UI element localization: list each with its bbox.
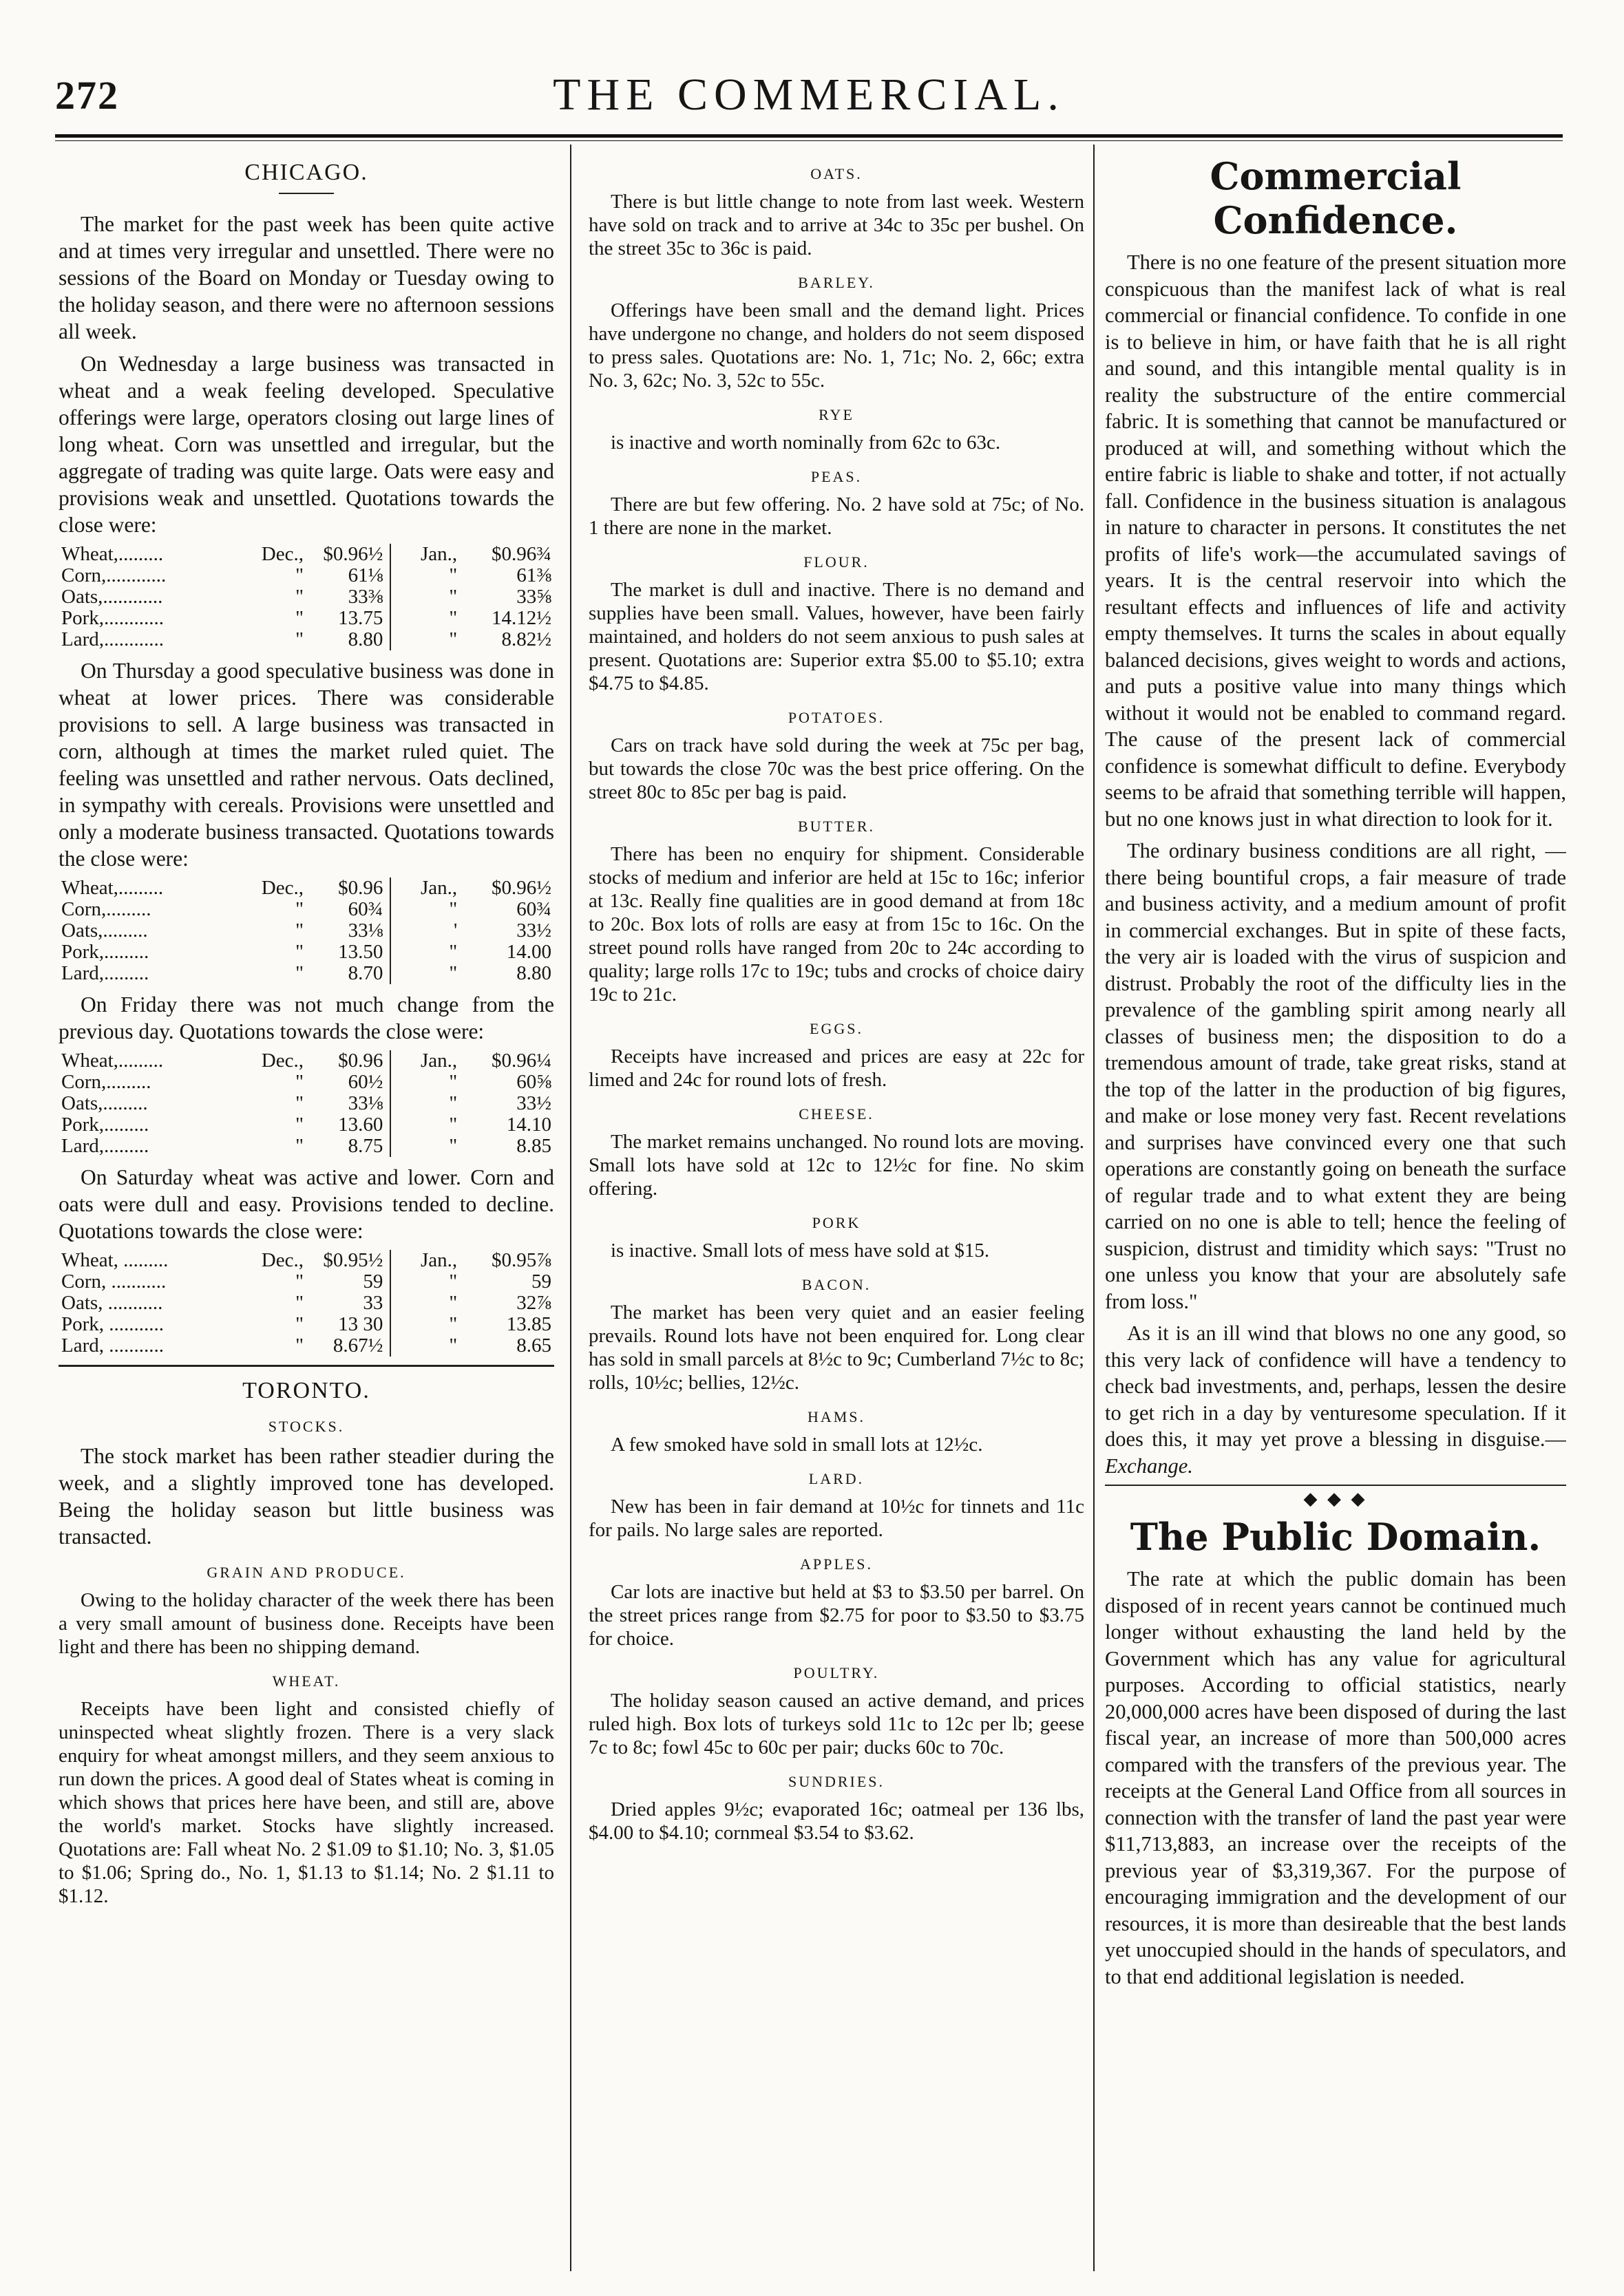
butter-subheading: BUTTER. xyxy=(797,818,876,835)
quotation-row xyxy=(59,629,554,650)
barley-subheading: BARLEY. xyxy=(798,274,875,291)
section-rule xyxy=(1105,1485,1566,1486)
quote-cell: " xyxy=(449,941,458,963)
quote-cell: 33½ xyxy=(516,1092,551,1114)
peas-subheading: PEAS. xyxy=(810,468,863,485)
quote-cell: 33⅛ xyxy=(306,920,390,942)
quote-cell: 60¾ xyxy=(516,898,551,920)
quotations-table-friday xyxy=(59,1050,554,1157)
quote-cell: " xyxy=(449,1271,458,1293)
quote-cell: " xyxy=(295,1135,304,1157)
quote-cell: " xyxy=(449,628,458,650)
quote-cell: " xyxy=(295,1271,304,1293)
quote-cell: " xyxy=(295,1313,304,1335)
stocks-subheading: STOCKS. xyxy=(268,1418,345,1435)
quote-cell: 8.80 xyxy=(516,962,551,984)
masthead-title: THE COMMERCIAL. xyxy=(553,70,1065,120)
quotation-row xyxy=(59,608,554,629)
page-number: 272 xyxy=(55,73,119,118)
hams-subheading: HAMS. xyxy=(807,1408,866,1425)
quote-cell: " xyxy=(295,607,304,629)
quote-cell: " xyxy=(295,941,304,963)
grain-subheading: GRAIN AND PRODUCE. xyxy=(207,1564,406,1581)
quote-cell: " xyxy=(449,564,458,586)
poultry-subheading: POULTRY. xyxy=(793,1664,880,1681)
source-credit: Exchange. xyxy=(1105,1454,1193,1478)
potatoes-paragraph: Cars on track have sold during the week at 75c per bag, but towards the close 70c was the best price offering. On the street 80c to 85c per bag is paid. xyxy=(589,734,1084,803)
page-header xyxy=(55,65,1563,127)
quote-cell: 8.67½ xyxy=(306,1335,390,1357)
chicago-paragraph: On Thursday a good speculative business was done in wheat at lower prices. There was considerable provisions to sell. A large business was transacted in corn, although at times the market ruled quiet. The feeling was unsettled and rather nervous. Oats declined, in sympathy with cereals. Provisions were unsettled and only a moderate business transacted. Quotations towards the close were: xyxy=(59,659,554,871)
cheese-subheading: CHEESE. xyxy=(799,1105,874,1123)
quote-cell: " xyxy=(449,1135,458,1157)
quote-cell: 33½ xyxy=(516,920,551,942)
quote-cell: 13.50 xyxy=(306,942,390,963)
quote-cell: Jan., xyxy=(421,1050,458,1072)
public-domain-heading: The Public Domain. xyxy=(1130,1515,1541,1559)
sundries-subheading: SUNDRIES. xyxy=(788,1773,885,1790)
quote-cell: 8.70 xyxy=(306,963,390,984)
ornament-divider: ◆ ◆ ◆ xyxy=(1303,1489,1368,1509)
commodity-cell: Oats,......... xyxy=(61,1092,148,1114)
quote-cell: " xyxy=(295,564,304,586)
quote-cell: 8.65 xyxy=(516,1335,551,1357)
quote-cell: $0.96 xyxy=(306,1050,390,1072)
quotation-row xyxy=(59,963,554,984)
quotation-row xyxy=(59,878,554,899)
confidence-paragraph: There is no one feature of the present situation more conspicuous than the manifest lack of what is real commercial or financial confidence. To confide in one is to believe in him, or have faith that he is all right and sound, and this intangible mental quality is in reality the substructure of the entire commercial fabric. It is something that cannot be manufactured or produced at will, and something without which the entire fabric is liable to shake and totter, if not actually fall. Confidence in the business situation is analagous in nature to character in persons. It constitutes the net profits of life's work—the accumulated savings of years. It is the central reservoir into which the resultant effects and influences of life and activity empty themselves. It turns the scales in about equally balanced decisions, gives weight to words and actions, and puts a positive value into many things which without it would not be enabled to command regard. The cause of the present lack of commercial confidence is somewhat difficult to define. Everybody seems to be afraid that something terrible will happen, but no one knows just in what direction to look for it. xyxy=(1105,251,1566,831)
potatoes-subheading: POTATOES. xyxy=(788,709,885,726)
quote-cell: 14.00 xyxy=(506,941,551,963)
quote-cell: 32⅞ xyxy=(516,1292,551,1314)
quote-cell: " xyxy=(449,1292,458,1314)
commodity-cell: Wheat,......... xyxy=(61,543,164,565)
wheat-subheading: WHEAT. xyxy=(272,1672,341,1690)
quote-cell: 59 xyxy=(531,1271,551,1293)
confidence-heading: Commercial Confidence. xyxy=(1210,154,1462,242)
commodity-cell: Corn,......... xyxy=(61,1071,151,1093)
commodity-cell: Corn,............ xyxy=(61,564,167,586)
quote-cell: 59 xyxy=(306,1271,390,1293)
quote-cell: " xyxy=(449,607,458,629)
quote-cell: " xyxy=(449,898,458,920)
column-divider xyxy=(1093,145,1095,2271)
quote-cell: 13.85 xyxy=(506,1313,551,1335)
quote-cell: $0.96½ xyxy=(492,877,551,899)
rye-subheading: RYE xyxy=(819,406,854,423)
quote-cell: Jan., xyxy=(421,543,458,565)
quote-cell: 33 xyxy=(306,1293,390,1314)
bacon-paragraph: The market has been very quiet and an easier feeling prevails. Round lots have not been enquired for. Long clear has sold in small parcels at 8½c to 9c; Cumberland 7½c to 8c; rolls, 10½c; bellies, 12½c. xyxy=(589,1301,1084,1394)
quotation-row xyxy=(59,1271,554,1293)
oats-paragraph: There is but little change to note from last week. Western have sold on track and to arrive at 34c to 35c per bushel. On the street 35c to 36c is paid. xyxy=(589,191,1084,259)
quotations-table-saturday xyxy=(59,1250,554,1357)
apples-paragraph: Car lots are inactive but held at $3 to $3.50 per barrel. On the street prices range from $2.75 for poor to $3.50 to $3.75 for choice. xyxy=(589,1581,1084,1650)
quotation-row xyxy=(59,1250,554,1271)
quotation-row xyxy=(59,942,554,963)
quote-cell: Jan., xyxy=(421,1249,458,1271)
lard-subheading: LARD. xyxy=(808,1470,865,1487)
section-rule xyxy=(59,1365,554,1367)
header-rule-thin xyxy=(55,140,1563,141)
hams-paragraph: A few smoked have sold in small lots at 12½c. xyxy=(611,1434,983,1456)
quote-cell: 14.10 xyxy=(506,1114,551,1136)
commodity-cell: Pork,......... xyxy=(61,941,149,963)
quote-cell: 13 30 xyxy=(306,1314,390,1335)
quote-cell: " xyxy=(449,586,458,608)
confidence-paragraph xyxy=(1105,1320,1566,1479)
lard-paragraph: New has been in fair demand at 10½c for tinnets and 11c for pails. No large sales are reported. xyxy=(589,1496,1084,1541)
commodity-cell: Oats,............ xyxy=(61,586,163,608)
quote-cell: 60¾ xyxy=(306,899,390,920)
quote-cell: " xyxy=(295,1092,304,1114)
chicago-heading: CHICAGO. xyxy=(244,160,368,185)
commodity-cell: Pork, ........... xyxy=(61,1313,165,1335)
quote-cell: " xyxy=(295,920,304,942)
quote-cell: Dec., xyxy=(261,1050,304,1072)
pork-subheading: PORK xyxy=(812,1214,861,1231)
quote-cell: $0.95⅞ xyxy=(492,1249,551,1271)
quotation-row xyxy=(59,1136,554,1157)
quote-cell: 33⅝ xyxy=(516,586,551,608)
quote-cell: " xyxy=(449,1092,458,1114)
quote-cell: 60⅝ xyxy=(516,1071,551,1093)
quote-cell: 8.75 xyxy=(306,1136,390,1157)
quotation-row xyxy=(59,565,554,586)
chicago-paragraph: On Wednesday a large business was transacted in wheat and a weak feeling developed. Speculative offerings were large, operators closing out large lines of long wheat. Corn was unsettled and irregular, but the aggregate of trading was quite large. Oats were easy and provisions weak and unsettled. Quotations towards the close were: xyxy=(59,352,554,537)
section-divider xyxy=(279,193,334,194)
quotation-row xyxy=(59,586,554,608)
quotation-row xyxy=(59,1335,554,1357)
peas-paragraph: There are but few offering. No. 2 have sold at 75c; of No. 1 there are none in the market. xyxy=(589,493,1084,539)
flour-subheading: FLOUR. xyxy=(803,553,869,571)
confidence-paragraph: The ordinary business conditions are all right, —there being bountiful crops, a fair measure of trade and business activity, and a medium amount of profit in commercial exchanges. But in spite of these facts, the very air is loaded with the virus of suspicion and distrust. Probably the root of the difficulty lies in the prevalence of the gambling spirit among nearly all classes of business men; the disposition to do a tremendous amount of trade, take great risks, stand at the top of the latter in the production of big figures, and make or lose money very fast. Recent revelations and surprises have convinced every one that such operations are constantly going on beneath the surface of regular trade and to what extent they are being carried on no one is able to tell; hence the feeling of suspicion, distrust and timidity which says: "Trust no one unless you know that your are absolutely safe from loss." xyxy=(1105,839,1566,1313)
commodity-cell: Oats, ........... xyxy=(61,1292,163,1314)
quotation-row xyxy=(59,1050,554,1072)
chicago-paragraph: On Friday there was not much change from the previous day. Quotations towards the close were: xyxy=(59,992,554,1043)
quotation-row xyxy=(59,1114,554,1136)
quote-cell: 60½ xyxy=(306,1072,390,1093)
commodity-cell: Wheat,......... xyxy=(61,877,164,899)
barley-paragraph: Offerings have been small and the demand light. Prices have undergone no change, and holders do not seem disposed to press sales. Quotations are: No. 1, 71c; No. 2, 66c; extra No. 3, 62c; No. 3, 52c to 55c. xyxy=(589,299,1084,392)
commodity-cell: Corn,......... xyxy=(61,898,151,920)
commodity-cell: Lard,......... xyxy=(61,1135,149,1157)
quote-cell: 8.85 xyxy=(516,1135,551,1157)
quote-cell: 8.82½ xyxy=(501,628,551,650)
eggs-subheading: EGGS. xyxy=(810,1020,863,1037)
commodity-cell: Wheat, ......... xyxy=(61,1249,169,1271)
commodity-cell: Lard, ........... xyxy=(61,1335,164,1357)
quote-cell: " xyxy=(295,1335,304,1357)
commodity-cell: Oats,......... xyxy=(61,920,148,942)
rye-paragraph: is inactive and worth nominally from 62c to 63c. xyxy=(611,432,1001,454)
quote-cell: Dec., xyxy=(261,543,304,565)
quote-cell: " xyxy=(449,1335,458,1357)
commodity-cell: Lard,............ xyxy=(61,628,164,650)
eggs-paragraph: Receipts have increased and prices are easy at 22c for limed and 24c for round lots of fresh. xyxy=(589,1045,1084,1091)
quotation-row xyxy=(59,920,554,942)
quote-cell: " xyxy=(295,1292,304,1314)
quote-cell: 13.75 xyxy=(306,608,390,629)
column-right xyxy=(1105,151,1566,2264)
apples-subheading: APPLES. xyxy=(800,1555,873,1573)
quote-cell: 33⅛ xyxy=(306,1093,390,1114)
column-left xyxy=(59,151,554,2264)
commodity-cell: Corn, ........... xyxy=(61,1271,167,1293)
quote-cell: 13.60 xyxy=(306,1114,390,1136)
quotation-row xyxy=(59,1293,554,1314)
sundries-paragraph: Dried apples 9½c; evaporated 16c; oatmeal per 136 lbs, $4.00 to $4.10; cornmeal $3.54 to $3.62. xyxy=(589,1798,1084,1844)
quote-cell: 33⅜ xyxy=(306,586,390,608)
cheese-paragraph: The market remains unchanged. No round lots are moving. Small lots have sold at 12c to 12½c for fine. No skim offering. xyxy=(589,1131,1084,1200)
quotations-table-wednesday xyxy=(59,544,554,650)
quote-cell: " xyxy=(449,1313,458,1335)
toronto-heading: TORONTO. xyxy=(242,1378,370,1403)
chicago-paragraph: The market for the past week has been quite active and at times very irregular and unsettled. There were no sessions of the Board on Monday or Tuesday owing to the holiday season, and there were no afternoon sessions all week. xyxy=(59,212,554,343)
quote-cell: " xyxy=(295,586,304,608)
quote-cell: Dec., xyxy=(261,1249,304,1271)
quote-cell: " xyxy=(295,898,304,920)
quote-cell: " xyxy=(295,628,304,650)
commodity-cell: Lard,......... xyxy=(61,962,149,984)
commodity-cell: Pork,............ xyxy=(61,607,165,629)
quote-cell: ' xyxy=(453,920,458,942)
quotation-row xyxy=(59,1314,554,1335)
quote-cell: 61⅜ xyxy=(516,564,551,586)
quote-cell: $0.96¾ xyxy=(492,543,551,565)
grain-paragraph: Owing to the holiday character of the week there has been a very small amount of business done. Receipts have been light and there has been no shipping demand. xyxy=(59,1589,554,1658)
public-domain-paragraph: The rate at which the public domain has been disposed of in recent years cannot be continued much longer without exhausting the land held by the Government which has any value for agricultural purposes. According to official statistics, nearly 20,000,000 acres have been disposed of during the last fiscal year, an increase of more than 500,000 acres compared with the transfers of the previous year. The receipts at the General Land Office from all sources in connection with the transfer of land the past year were $11,713,883, an increase over the receipts of the previous year of $3,319,367. For the purpose of encouraging immigration and the development of our resources, it is more than desireable that the best lands yet unoccupied should in the hands of speculators, and to that end additional legislation is needed. xyxy=(1105,1567,1566,1988)
quote-cell: 61⅛ xyxy=(306,565,390,586)
quotation-row xyxy=(59,1093,554,1114)
quotation-row xyxy=(59,1072,554,1093)
quote-cell: " xyxy=(449,1071,458,1093)
oats-subheading: OATS. xyxy=(810,165,863,182)
quote-cell: " xyxy=(449,1114,458,1136)
commodity-cell: Pork,......... xyxy=(61,1114,149,1136)
commodity-cell: Wheat,......... xyxy=(61,1050,164,1072)
quote-cell: " xyxy=(295,1071,304,1093)
column-divider xyxy=(570,145,571,2271)
bacon-subheading: BACON. xyxy=(801,1276,872,1293)
flour-paragraph: The market is dull and inactive. There is no demand and supplies have been small. Values, however, have been fairly maintained, and holders do not seem anxious to push sales at present. Quotations are: Superior extra $5.00 to $5.10; extra $4.75 to $4.85. xyxy=(589,579,1084,694)
header-rule xyxy=(55,134,1563,138)
quote-cell: $0.96½ xyxy=(306,544,390,565)
quote-cell: " xyxy=(295,1114,304,1136)
confidence-text: As it is an ill wind that blows no one any good, so this very lack of confidence will have a tendency to check bad investments, and, perhaps, lessen the desire to get rich in a day by venturesome speculation. If it does this, it may yet prove a blessing in disguise.— xyxy=(1105,1321,1566,1451)
quote-cell: $0.95½ xyxy=(306,1250,390,1271)
quotation-row xyxy=(59,544,554,565)
pork-paragraph: is inactive. Small lots of mess have sold at $15. xyxy=(611,1240,990,1262)
wheat-paragraph: Receipts have been light and consisted chiefly of uninspected wheat slightly frozen. There is a very slack enquiry for wheat amongst millers, and they seem anxious to run down the prices. A good deal of States wheat is coming in which shows that prices here have been, and still are, above the world's market. Stocks have slightly increased. Quotations are: Fall wheat No. 2 $1.09 to $1.10; No. 3, $1.05 to $1.06; Spring do., No. 1, $1.13 to $1.14; No. 2 $1.11 to $1.12. xyxy=(59,1698,554,1907)
quote-cell: 14.12½ xyxy=(492,607,551,629)
quote-cell: $0.96 xyxy=(306,878,390,899)
chicago-paragraph: On Saturday wheat was active and lower. Corn and oats were dull and easy. Provisions tended to decline. Quotations towards the close were: xyxy=(59,1165,554,1243)
poultry-paragraph: The holiday season caused an active demand, and prices ruled high. Box lots of turkeys sold 11c to 12c per lb; geese 7c to 8c; fowl 45c to 60c per pair; ducks 60c to 70c. xyxy=(589,1690,1084,1758)
quotation-row xyxy=(59,899,554,920)
quote-cell: Dec., xyxy=(261,877,304,899)
quote-cell: " xyxy=(449,962,458,984)
quote-cell: Jan., xyxy=(421,877,458,899)
butter-paragraph: There has been no enquiry for shipment. Considerable stocks of medium and inferior are held at 15c to 16c; inferior at 13c. Really fine qualities are in good demand at from 18c to 20c. Box lots of rolls are easy at from 15c to 16c. On the street pound rolls have ranged from 20c to 24c according to quality; large rolls 17c to 19c; tubs and crocks of choice dairy 19c to 21c. xyxy=(589,843,1084,1006)
stocks-paragraph: The stock market has been rather steadier during the week, and a slightly improved tone has developed. Being the holiday season but little business was transacted. xyxy=(59,1444,554,1549)
quote-cell: $0.96¼ xyxy=(492,1050,551,1072)
quotations-table-thursday xyxy=(59,878,554,984)
quote-cell: 8.80 xyxy=(306,629,390,650)
column-middle xyxy=(589,151,1084,2264)
quote-cell: " xyxy=(295,962,304,984)
